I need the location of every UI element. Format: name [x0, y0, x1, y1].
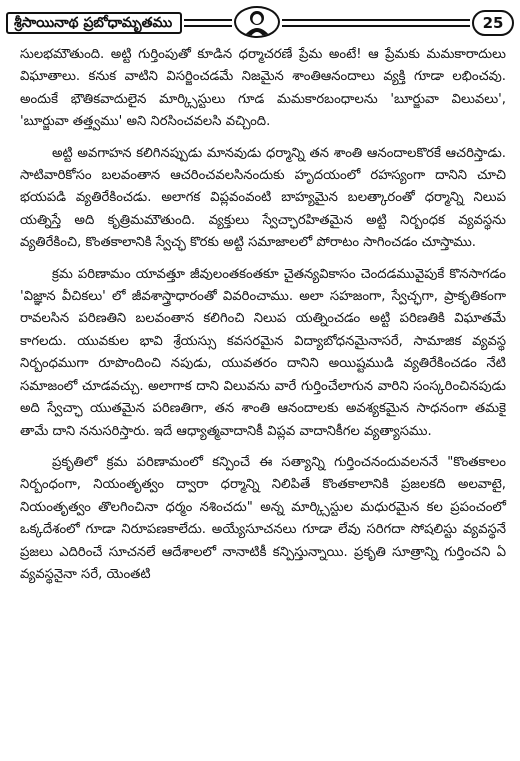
book-title: శ్రీసాయినాథ ప్రబోధామృతము: [6, 12, 182, 34]
page-header: [6, 6, 514, 40]
body-text: [20, 44, 506, 595]
paragraph: అట్టి అవగాహన కలిగినప్పుడు మానవుడు ధర్మాన్ని తన శాంతి ఆనందాలకొరకే ఆచరిస్తాడు. సాటివారికోసం బలవంతాన ఆచరించవలసినందుకు హృదయంలో రహస్యంగా దానిని చూచి భయపడి వ్యతిరేకించడు. అలాగక విప్లవంవంటి బాహ్యమైన బలత్కారంతో ధర్మాన్ని నిలుప యత్నిస్తే అది కృత్రిమమౌతుంది. వ్యక్తులు స్వేచ్ఛారహితమైన అట్టి నిర్బంధక వ్యవస్థను వ్యతిరేకించి, కొంతకాలానికి స్వేచ్ఛ కొరకు అట్టి సమాజాలలో పోరాటం సాగించడం చూస్తాము.: [20, 145, 506, 251]
paragraph: ప్రకృతిలో క్రమ పరిణామంలో కన్పించే ఈ సత్యాన్ని గుర్తించనందువలననే "కొంతకాలం నిర్బంధంగా, నియంతృత్వం ద్వారా ధర్మాన్ని నిలిపితే కొంతకాలానికి ప్రజలకది అలవాటై, నియంతృత్వం తొలగించినా ధర్మం నశించదు" అన్న మార్క్సిస్టుల మధురమైన కల ప్రపంచంలో ఒక్కదేశంలో గూడా నిరూపణకాలేదు. అయ్యేసూచనలు గూడా లేవు సరిగదా సోషలిస్టు వ్యవస్థనే ప్రజలు ఎదిరించే సూచనలే ఆదేశాలలో నానాటికీ కన్పిస్తున్నాయి. ప్రకృతి సూత్రాన్ని గుర్తించని ఏ వ్యవస్థనైనా సరే, యెంతటి: [20, 454, 506, 582]
page-number: 25: [472, 10, 514, 36]
saint-portrait-icon: [234, 6, 280, 38]
header-rule-left: [184, 19, 232, 27]
paragraph: క్రమ పరిణామం యావత్తూ జీవులంతకంతకూ చైతన్యవికాసం చెందడమువైపుకే కొనసాగడం 'విజ్ఞాన వీచికలు' లో జీవశాస్త్రాధారంతో వివరించాము. అలా సహజంగా, స్వేచ్ఛగా, ప్రాకృతికంగా రావలసిన పరిణతిని బలవంతాన కలిగించి నిలుప యత్నించడం అట్టి పరిణతికి విఘాతమే కాగలదు. యువకుల భావి శ్రేయస్సు కవసరమైన విద్యాబోధనమైనాసరే, సామాజిక వ్యవస్థ నిర్బంధముగా రూపొందించి నపుడు, యువతరం దానిని అయిష్టముడి వ్యతిరేకించడం నేటి సమాజంలో చూడవచ్చు. అలాగాక దాని విలువను వారే గుర్తించేలాగున వారిని సంస్కరించినపుడు అది స్వేచ్ఛా యుతమైన పరిణతిగా, తన శాంతి ఆనందాలకు అవశ్యకమైన సాధనంగా తమకై తామే దాని ననుసరిస్తారు. ఇదే ఆధ్యాత్మవాదానికీ విప్లవ వాదానికీగల వ్యత్యాసము.: [20, 266, 506, 439]
header-rule-right: [282, 19, 470, 27]
paragraph: సులభమౌతుంది. అట్టి గుర్తింపుతో కూడిన ధర్మాచరణే ప్రేమ అంటే! ఆ ప్రేమకు మమకారాదులు విఘాతాలు. కనుక వాటిని విసర్జించడమే నిజమైన శాంతిఆనందాలు వ్యక్తి గూడా లభించవు. అందుకే భౌతికవాదులైన మార్క్సిస్టులు గూడ మమకారబంధాలను 'బూర్జువా విలువలు', 'బూర్జువా తత్త్వము' అని నిరసించవలసి వచ్చింది.: [20, 47, 506, 130]
